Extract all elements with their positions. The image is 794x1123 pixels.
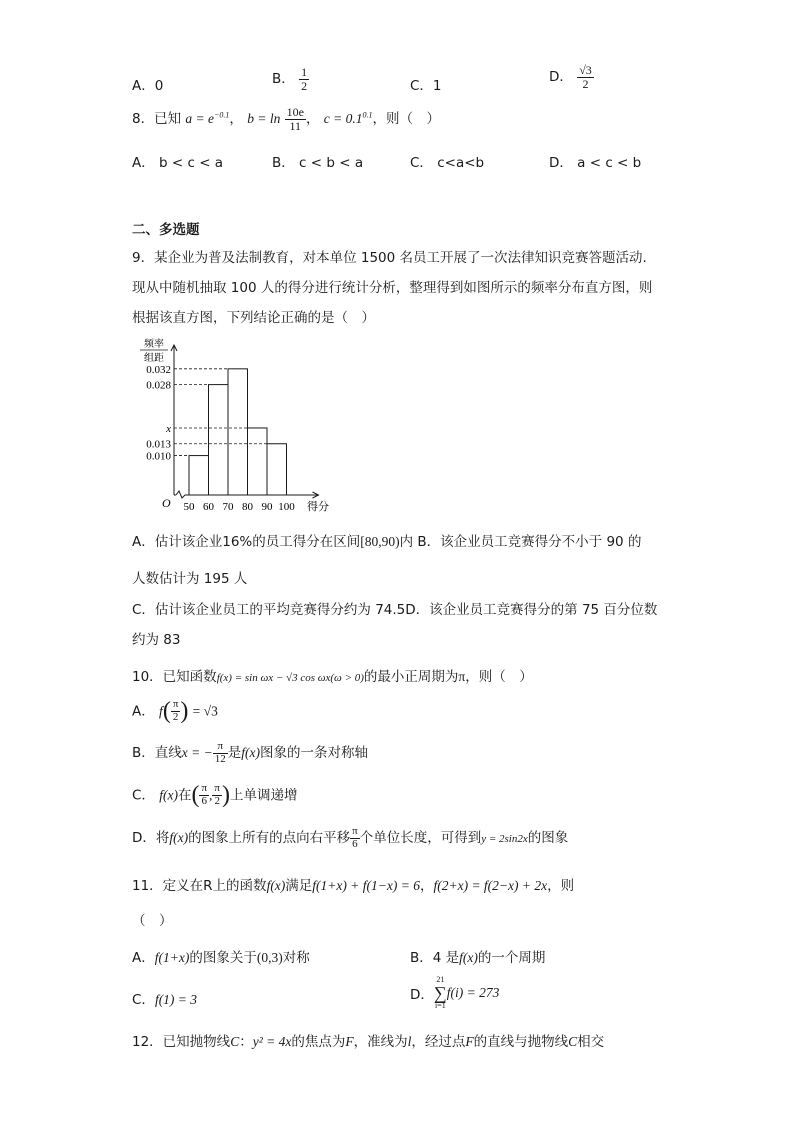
option-text: 的图象 [527, 830, 569, 847]
histogram-bar [209, 385, 229, 495]
q11-option-a [132, 946, 310, 966]
option-text: 的图象上所有的点向右平移 [188, 830, 351, 847]
q10-c-fx: f(x) [159, 787, 178, 803]
fraction-numerator: π [201, 782, 208, 795]
q12-eq: y² = 4x [252, 1034, 292, 1049]
fraction-numerator: π [172, 698, 179, 711]
y-tick-label: 0.010 [146, 450, 171, 463]
q11-c-expr: f(1) = 3 [154, 992, 198, 1007]
q8-b-fraction [285, 106, 306, 132]
q8-b-expr: b = ln [247, 111, 281, 127]
q9-line-1: 9．某企业为普及法制教育，对本单位 1500 名员工开展了一次法律知识竞赛答题活动. [132, 250, 647, 266]
q7-option-d [549, 64, 594, 90]
q12-var: F [345, 1034, 354, 1049]
q10-option-b [132, 741, 368, 765]
q7-option-b-label: B． [272, 71, 295, 88]
q10-option-c: C． f(x)在( $\frac{\pi}{6}$ , $\frac{\pi}{2}$ )上单调递增 [132, 782, 298, 808]
q8-suffix: ，则（ ） [372, 111, 440, 128]
q12-var: l [407, 1034, 412, 1049]
q11-a-f: f(1+x) [154, 950, 190, 965]
fraction-denominator: 2 [172, 711, 179, 723]
q9-line-2: 现从中随机抽取 100 人的得分进行统计分析，整理得到如图所示的频率分布直方图，则 [132, 280, 653, 296]
option-label: A． [132, 703, 155, 720]
q10-d-fraction [350, 826, 360, 850]
option-text: 在 [177, 787, 192, 804]
q10-b-fraction [213, 741, 228, 765]
x-tick-label: 50 [183, 501, 195, 513]
fraction-denominator: 12 [214, 752, 226, 765]
q9-option-b-cont: 人数估计为 195 人 [132, 571, 248, 587]
x-tick-label: 90 [261, 501, 273, 513]
q10-function: f(x) = sin ωx − √3 cos ωx(ω > 0) [216, 672, 364, 684]
histogram-bar [228, 369, 248, 495]
fraction-denominator: 11 [289, 118, 302, 133]
q7-option-a: A．0 [132, 78, 164, 94]
fraction-denominator: 2 [582, 76, 589, 91]
y-tick-label: 0.013 [146, 438, 171, 451]
x-tick-label: 80 [242, 501, 253, 513]
fraction-denominator: 2 [214, 795, 220, 807]
q12-text: 12．已知抛物线 [132, 1034, 231, 1050]
x-axis-break [176, 491, 185, 498]
q8-stem: 8．已知 $a = e^{-0.1}$， b = ln $\frac{10e}{11}$ ， $c = 0.1^{0.1}$，则（ ） [132, 105, 440, 133]
x-axis-label: 得分 [307, 500, 329, 513]
fraction-numerator: π [213, 741, 228, 754]
q7-option-d-label: D． [549, 69, 573, 86]
q10-option-d [132, 826, 568, 850]
q9-option-d-cont: 约为 83 [132, 632, 181, 648]
option-text: 图象的一条对称轴 [259, 745, 368, 762]
q8-a-expr: $a = e^{-0.1}$ [185, 110, 230, 127]
fraction-numerator: π [352, 825, 358, 837]
q12-text: 的焦点为 [291, 1034, 346, 1050]
fraction-denominator: 6 [201, 795, 207, 807]
q11-option-b [410, 946, 545, 966]
q11-paren: （ ） [132, 913, 173, 929]
q10-d-fx: f(x) [169, 830, 189, 846]
option-label: A． [132, 950, 155, 966]
histogram-bar [189, 456, 209, 495]
histogram-chart [126, 333, 346, 513]
q11-d-expr: f(i) = 273 [446, 985, 500, 1000]
q11-stem [132, 874, 574, 894]
q12-var: C [568, 1034, 578, 1049]
q10-pi: π [458, 669, 466, 684]
option-text: B．4 是 [410, 950, 460, 966]
q10-a-rhs: = √3 [192, 703, 218, 719]
q12-var: F [465, 1034, 474, 1049]
q10-stem [132, 665, 533, 685]
q7-option-b-fraction [299, 66, 309, 92]
x-tick-label: 60 [203, 501, 214, 513]
fraction-numerator: π [214, 782, 220, 795]
q11-b-fx: f(x) [459, 950, 478, 965]
y-tick-label: 0.028 [146, 379, 171, 392]
option-text: 上单调递增 [229, 787, 298, 804]
q11-fx: f(x) [266, 878, 286, 893]
q10-c-fraction-2 [212, 783, 222, 807]
summation [434, 976, 447, 1010]
option-text: 对称 [282, 950, 310, 966]
option-text: B．直线 [132, 745, 182, 762]
q10-b-x: x = − [181, 745, 213, 761]
option-text: D．将 [132, 830, 170, 847]
q8-option-b: B． c < b < a [272, 155, 364, 171]
q11-text: ， [419, 878, 434, 894]
q7-option-c: C．1 [410, 78, 442, 94]
section-title: 二、多选题 [132, 222, 200, 238]
y-axis-label-bottom: 组距 [144, 353, 164, 364]
q12-text: 的直线与抛物线 [473, 1034, 569, 1050]
q12-text: ： [239, 1034, 253, 1050]
q12-text: ，准线为 [353, 1034, 408, 1050]
x-tick-label: 100 [278, 501, 295, 513]
q12-stem [132, 1030, 604, 1050]
option-text: 的图象关于 [189, 950, 257, 966]
option-label: C． [132, 787, 155, 804]
q7-option-d-fraction [577, 64, 594, 90]
q10-a-f: f [159, 703, 163, 719]
x-tick-label: 70 [222, 501, 234, 513]
q8-option-d: D． a < c < b [549, 155, 642, 171]
histogram-bar [248, 428, 268, 495]
q11-a-point: (0,3) [256, 950, 283, 965]
fraction-numerator: √3 [579, 63, 592, 77]
q7-option-b [272, 66, 309, 92]
option-text: 的一个周期 [477, 950, 546, 966]
q10-option-a: A． f( $\frac{\pi}{2}$ ) = √3 [132, 698, 218, 724]
q10-a-fraction [171, 699, 181, 723]
option-text: 是 [227, 745, 242, 762]
sigma-icon: ∑ [433, 983, 447, 1003]
y-tick-label: x [166, 422, 171, 435]
q9-line-3: 根据该直方图，下列结论正确的是（ ） [132, 310, 375, 326]
q11-text: 11．定义在R上的函数 [132, 878, 267, 894]
q11-text: 满足 [285, 878, 313, 894]
sum-upper: 21 [436, 975, 445, 984]
q11-eq2: f(2+x) = f(2−x) + 2x [433, 878, 548, 893]
q11-option-d [410, 976, 499, 1010]
histogram-bar [267, 444, 287, 495]
q9-option-a-b [132, 530, 641, 550]
q12-var: C [230, 1034, 240, 1049]
q11-eq1: f(1+x) + f(1−x) = 6 [312, 878, 420, 893]
q10-prefix: 10．已知函数 [132, 669, 217, 685]
origin-label: O [162, 496, 171, 510]
fraction-denominator: 6 [352, 837, 358, 850]
option-label: D． [410, 987, 434, 1003]
q10-end: ，则（ ） [465, 669, 533, 685]
q9-option-a-interval: [80,90) [360, 534, 400, 549]
q12-text: 相交 [577, 1034, 605, 1050]
q10-suffix: 的最小正周期为 [363, 669, 459, 685]
q8-prefix: 8．已知 [132, 111, 182, 128]
q10-c-fraction-1 [199, 783, 209, 807]
y-tick-label: 0.032 [146, 363, 171, 376]
sum-lower: i=1 [434, 1001, 446, 1010]
q10-d-y: y = 2sin2x [481, 833, 528, 846]
q8-option-c: C． c<a<b [410, 155, 485, 171]
y-axis-label-top: 频率 [144, 339, 164, 350]
option-label: C． [132, 992, 155, 1008]
q8-option-a: A． b < c < a [132, 155, 224, 171]
option-text: 个单位长度，可得到 [359, 830, 482, 847]
q11-text: ，则 [547, 878, 575, 894]
q9-option-c-d: C．估计该企业员工的平均竞赛得分约为 74.5D．该企业员工竞赛得分的第 75 百分位数 [132, 602, 658, 618]
fraction-denominator: 2 [301, 78, 308, 93]
q10-b-fx: f(x) [241, 745, 260, 761]
q12-text: ，经过点 [411, 1034, 466, 1050]
q11-option-c [132, 988, 197, 1008]
fraction-numerator: 1 [301, 65, 308, 79]
fraction-numerator: 10e [286, 105, 304, 119]
q8-c-expr: $c = 0.1^{0.1}$ [323, 110, 373, 127]
q9-option-a-text: A．估计该企业16%的员工得分在区间 [132, 534, 361, 550]
q9-option-b-text: 内 B．该企业员工竞赛得分不小于 90 的 [399, 534, 642, 550]
